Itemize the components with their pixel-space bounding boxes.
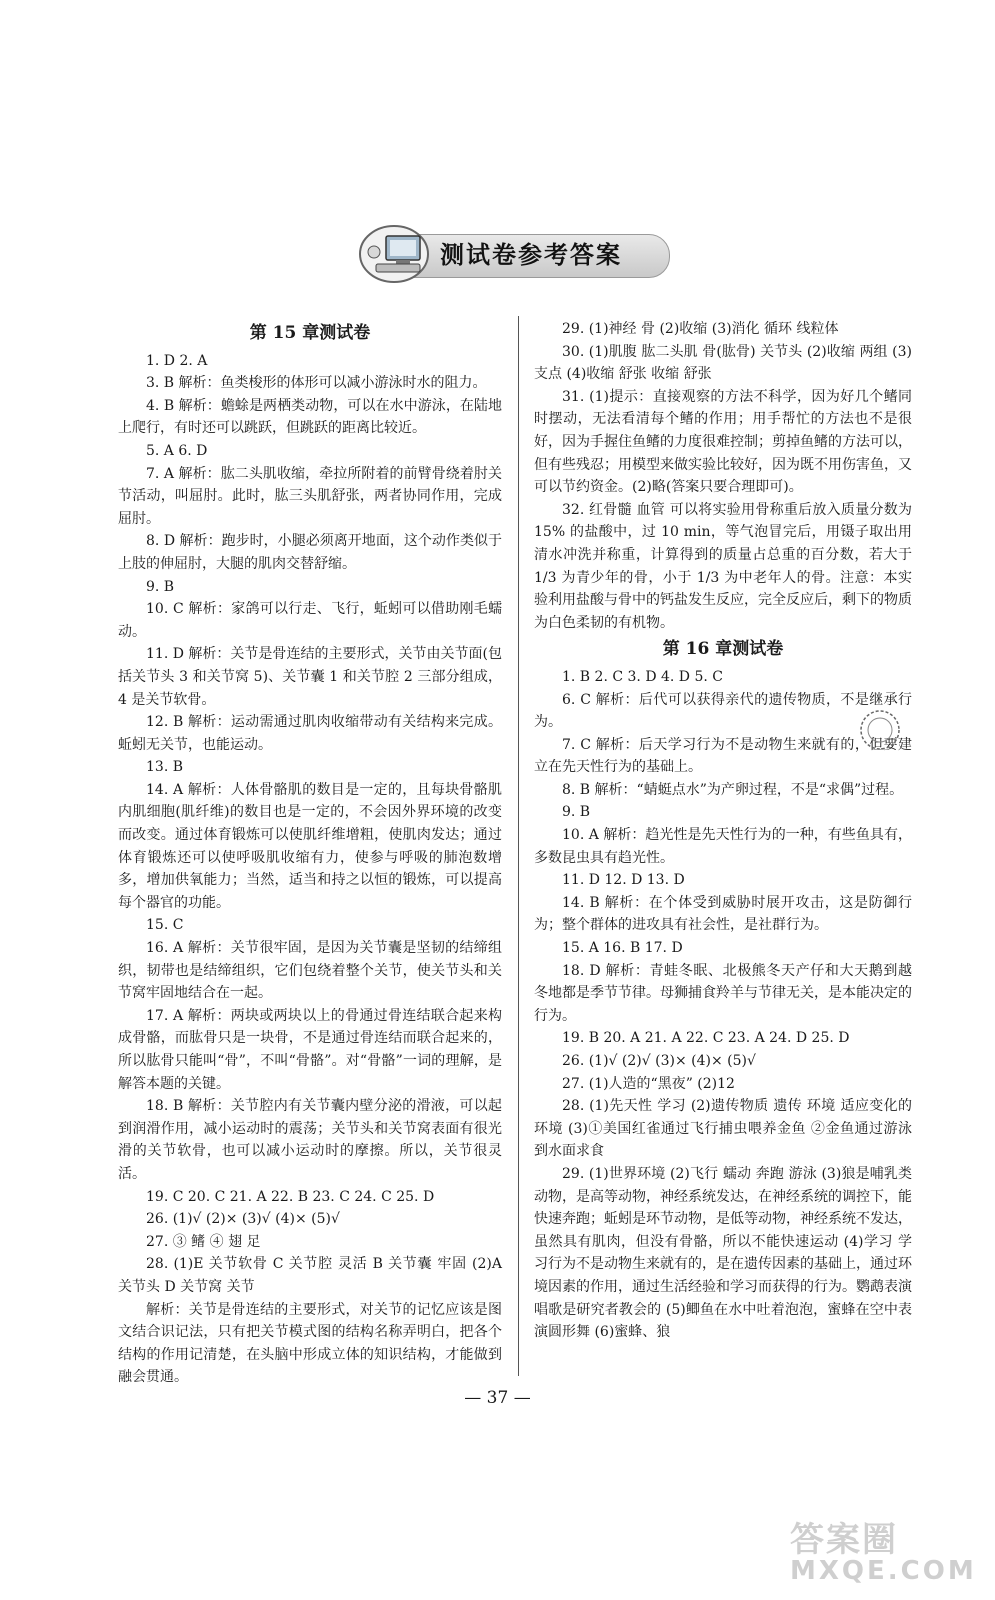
watermark-text: 答案圈 xyxy=(790,1520,898,1560)
answer-line: 6. C 解析：后代可以获得亲代的遗传物质，不是继承行为。 xyxy=(534,691,912,731)
watermark-url: MXQE.COM xyxy=(790,1556,977,1586)
answer-line: 10. C 解析：家鸽可以行走、飞行，蚯蚓可以借助刚毛蠕动。 xyxy=(118,601,502,640)
answer-line: 17. A 解析：两块或两块以上的骨通过骨连结联合起来构成骨骼，而肱骨只是一块骨，不是通过骨连结而联合起来的，所以肱骨只能叫“骨”，不叫“骨骼”。对“骨骼”一词的理解，是解答本题的关键。 xyxy=(118,1007,502,1092)
chapter-15-heading: 第 15 章测试卷 xyxy=(249,323,371,343)
right-column xyxy=(534,318,912,1344)
answer-line: 18. D 解析：青蛙冬眠、北极熊冬天产仔和大天鹅到越冬地都是季节节律。母狮捕食羚羊与节律无关，是本能决定的行为。 xyxy=(534,962,912,1024)
answer-line: 5. A 6. D xyxy=(146,442,208,459)
answer-line: 9. B xyxy=(146,578,175,595)
answer-line: 解析：关节是骨连结的主要形式，对关节的记忆应该是图文结合识记法，只有把关节模式图的结构名称弄明白，把各个结构的作用记清楚，在头脑中形成立体的知识结构，才能做到融会贯通。 xyxy=(118,1301,502,1386)
answer-line: 10. A 解析：趋光性是先天性行为的一种，有些鱼具有，多数昆虫具有趋光性。 xyxy=(534,827,912,866)
answer-line: 26. (1)√ (2)× (3)√ (4)× (5)√ xyxy=(146,1211,340,1228)
banner-title: 测试卷参考答案 xyxy=(440,241,622,269)
answer-line: 26. (1)√ (2)√ (3)× (4)× (5)√ xyxy=(562,1053,756,1069)
answer-line: 15. C xyxy=(146,917,184,934)
answer-line: 31. (1)提示：直接观察的方法不科学，因为好几个鳍同时摆动，无法看清每个鳍的作用；用手帮忙的方法也不是很好，因为手握住鱼鳍的力度很难控制；剪掉鱼鳍的方法可以，但有些残忍；用模型来做实验比较好，因为既不用伤害鱼，又可以节约资金。(2)略(答案只要合理即可)。 xyxy=(534,388,912,496)
computer-icon xyxy=(356,222,446,286)
title-banner xyxy=(356,222,668,286)
answer-line: 29. (1)世界环境 (2)飞行 蠕动 奔跑 游泳 (3)狼是哺乳类动物，是高等动物，神经系统发达，在神经系统的调控下，能快速奔跑；蚯蚓是环节动物，是低等动物，神经系统不发达，虽然具有肌肉，但没有骨骼，所以不能快速运动 (4)学习 学习行为不是动物生来就有的，是在遗传因素的基础上，通过环境因素的作用，通过生活经验和学习而获得的行为。鹦鹉表演唱歌是研究者教会的 (5)鲫鱼在水中吐着泡泡，蜜蜂在空中表演圆形舞 (6)蜜蜂、狼 xyxy=(534,1165,912,1341)
answer-line: 1. B 2. C 3. D 4. D 5. C xyxy=(562,668,723,685)
answer-line: 8. D 解析：跑步时，小腿必须离开地面，这个动作类似于上肢的伸屈肘，大腿的肌肉交替舒缩。 xyxy=(118,533,502,572)
answer-line: 28. (1)先天性 学习 (2)遗传物质 遗传 环境 适应变化的环境 (3)①美国红雀通过飞行捕虫喂养金鱼 ②金鱼通过游泳到水面求食 xyxy=(534,1098,912,1160)
answer-line: 13. B xyxy=(146,759,184,776)
answer-line: 29. (1)神经 骨 (2)收缩 (3)消化 循环 线粒体 xyxy=(562,321,839,337)
answer-line: 32. 红骨髓 血管 可以将实验用骨称重后放入质量分数为 15% 的盐酸中，过 10 min，等气泡冒完后，用镊子取出用清水冲洗并称重，计算得到的质量占总重的百分数，若大于 1/3 为青少年的骨，小于 1/3 为中老年人的骨。注意：本实验利用盐酸与骨中的钙盐发生反应，完全反应后，剩下的物质为白色柔韧的有机物。 xyxy=(534,501,912,631)
answer-line: 7. C 解析：后天学习行为不是动物生来就有的，但要建立在先天性行为的基础上。 xyxy=(534,736,912,776)
answer-line: 3. B 解析：鱼类梭形的体形可以减小游泳时水的阻力。 xyxy=(146,375,487,392)
answer-line: 11. D 12. D 13. D xyxy=(562,872,685,889)
answer-line: 8. B 解析：“蜻蜓点水”为产卵过程，不是“求偶”过程。 xyxy=(562,781,904,798)
answer-line: 12. B 解析：运动需通过肌肉收缩带动有关结构来完成。蚯蚓无关节，也能运动。 xyxy=(118,714,502,753)
answer-line: 16. A 解析：关节很牢固，是因为关节囊是坚韧的结缔组织，韧带也是结缔组织，它们包绕着整个关节，使关节头和关节窝牢固地结合在一起。 xyxy=(118,940,502,1002)
answer-line: 1. D 2. A xyxy=(146,352,208,369)
answer-line: 28. (1)E 关节软骨 C 关节腔 灵活 B 关节囊 牢固 (2)A 关节头 D 关节窝 关节 xyxy=(118,1256,502,1295)
answer-line: 15. A 16. B 17. D xyxy=(562,940,683,957)
answer-line: 11. D 解析：关节是骨连结的主要形式，关节由关节面(包括关节头 3 和关节窝 5)、关节囊 1 和关节腔 2 三部分组成，4 是关节软骨。 xyxy=(118,646,502,708)
answer-line: 18. B 解析：关节腔内有关节囊内壁分泌的滑液，可以起到润滑作用，减小运动时的震荡；关节头和关节窝表面有很光滑的关节软骨，也可以减小运动时的摩擦。所以，关节很灵活。 xyxy=(118,1098,502,1182)
watermark-logo xyxy=(790,1512,980,1592)
answer-line: 14. B 解析：在个体受到威胁时展开攻击，这是防御行为；整个群体的进攻具有社会性，是社群行为。 xyxy=(534,894,912,934)
stamp-icon xyxy=(858,708,902,752)
answer-line: 14. A 解析：人体骨骼肌的数目是一定的，且每块骨骼肌内肌细胞(肌纤维)的数目也是一定的，不会因外界环境的改变而改变。通过体育锻炼可以使肌纤维增粗，使肌肉发达；通过体育锻炼还可以使呼吸肌收缩有力，使参与呼吸的肺泡数增多，增加供氧能力；当然，适当和持之以恒的锻炼，可以提高每个器官的功能。 xyxy=(118,781,502,911)
answer-line: 27. ③ 鳍 ④ 翅 足 xyxy=(146,1233,261,1250)
answer-line: 4. B 解析：蟾蜍是两栖类动物，可以在水中游泳，在陆地上爬行，有时还可以跳跃，但跳跃的距离比较近。 xyxy=(118,397,502,437)
left-column xyxy=(118,318,502,1389)
answer-line: 9. B xyxy=(562,804,591,821)
answer-line: 7. A 解析：肱二头肌收缩，牵拉所附着的前臂骨绕着肘关节活动，叫屈肘。此时，肱三头肌舒张，两者协同作用，完成屈肘。 xyxy=(118,465,502,527)
answer-line: 27. (1)人造的“黑夜” (2)12 xyxy=(562,1075,735,1092)
answer-line: 30. (1)肌腹 肱二头肌 骨(肱骨) 关节头 (2)收缩 两组 (3)支点 (4)收缩 舒张 收缩 舒张 xyxy=(534,343,912,383)
answer-line: 19. B 20. A 21. A 22. C 23. A 24. D 25. D xyxy=(562,1030,850,1047)
page-number: — 37 — xyxy=(464,1388,531,1408)
chapter-16-heading: 第 16 章测试卷 xyxy=(662,639,784,660)
answer-line: 19. C 20. C 21. A 22. B 23. C 24. C 25. D xyxy=(146,1188,435,1205)
column-divider xyxy=(518,316,519,1376)
